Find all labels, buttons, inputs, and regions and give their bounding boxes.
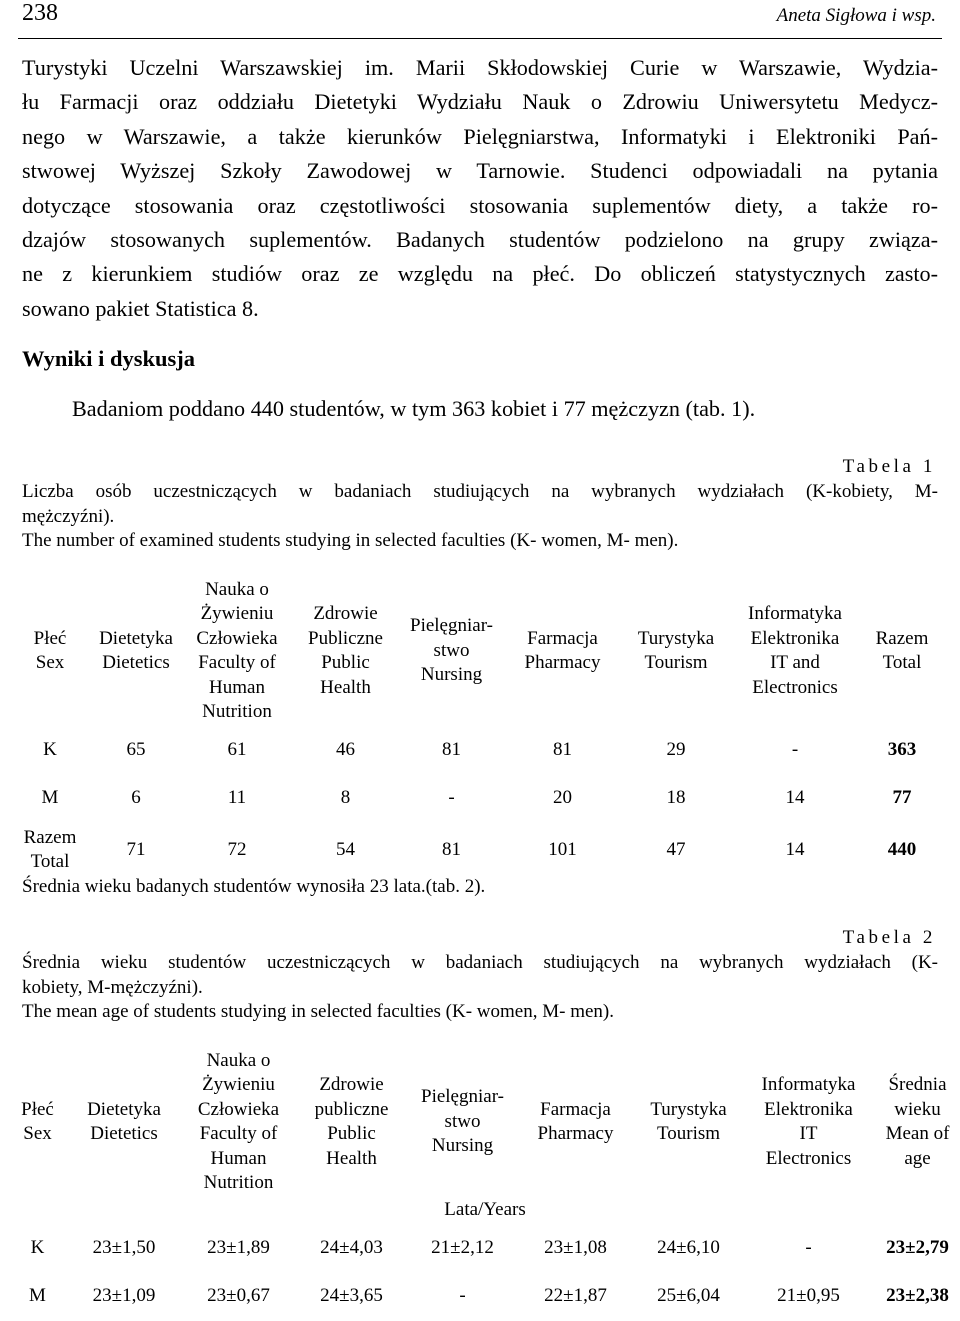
header-cell: Pielęgniar- stwo Nursing	[410, 615, 493, 686]
row-label: K	[30, 1236, 45, 1258]
table-cell: 14	[785, 786, 805, 808]
paragraph-line: dzajów stosowanych suplementów. Badanych studentów podzielono na grupy związa-	[22, 227, 938, 253]
total-cell: 23±2,38	[886, 1284, 949, 1306]
header-cell: Średnia wieku Mean of age	[885, 1074, 950, 1169]
intro-paragraph	[22, 51, 938, 326]
table-cell: 54	[336, 838, 355, 860]
paragraph-line: sowano pakiet Statistica 8.	[22, 295, 259, 321]
table-cell: 81	[553, 738, 572, 760]
table-row	[10, 726, 945, 774]
total-cell: 440	[887, 838, 917, 860]
header-cell: Zdrowie Publiczne Public Health	[308, 603, 383, 698]
table2	[8, 1047, 960, 1320]
caption-pl-line: mężczyźni).	[22, 505, 115, 527]
table-cell: -	[805, 1236, 812, 1258]
table-cell: 6	[131, 786, 141, 808]
header-cell: Turystyka Tourism	[637, 627, 715, 673]
table1-label: Tabela 1	[842, 456, 936, 477]
table-row	[8, 1272, 960, 1320]
table-row	[8, 1224, 960, 1272]
table-cell: 8	[340, 786, 351, 808]
table1-caption	[22, 480, 938, 554]
row-label: K	[43, 738, 57, 760]
table-row	[10, 774, 945, 822]
table-cell: -	[459, 1284, 466, 1306]
table-cell: -	[448, 786, 455, 808]
table-cell: 22±1,87	[544, 1284, 607, 1306]
caption-pl-line: kobiety, M-mężczyźni).	[22, 976, 203, 998]
table-cell: 11	[227, 786, 247, 808]
table-cell: 81	[442, 838, 461, 860]
header-cell: Pielęgniar- stwo Nursing	[421, 1086, 504, 1157]
paragraph-line: dotyczące stosowania oraz częstotliwości stosowania suplementów diety, a także ro-	[22, 192, 938, 218]
table-cell: 25±6,04	[657, 1284, 720, 1306]
section-heading: Wyniki i dyskusja	[22, 346, 195, 371]
table-cell: 21±2,12	[431, 1236, 494, 1258]
table-cell: 61	[227, 738, 247, 760]
header-cell: Zdrowie publiczne Public Health	[314, 1074, 389, 1169]
page-header	[0, 0, 960, 40]
row-label: Razem Total	[23, 826, 77, 872]
row-label: M	[29, 1284, 46, 1306]
table-cell: 14	[785, 838, 805, 860]
table1-header-row	[10, 576, 945, 726]
total-cell: 77	[892, 786, 912, 808]
results-sentence: Badaniom poddano 440 studentów, w tym 363 kobiet i 77 mężczyzn (tab. 1).	[72, 396, 756, 421]
table2-caption	[22, 951, 938, 1025]
caption-pl-line: Średnia wieku studentów uczestniczących w badaniach studiujących na wybranych wydziałach (K-	[22, 952, 938, 973]
table-cell: 29	[666, 738, 686, 760]
table-cell: 24±6,10	[657, 1236, 720, 1258]
table-cell: 72	[227, 838, 247, 860]
header-cell: Dietetyka Dietetics	[99, 627, 173, 673]
table-cell: 23±1,89	[207, 1236, 270, 1258]
header-cell: Dietetyka Dietetics	[87, 1098, 161, 1144]
table2-header-row	[8, 1047, 960, 1197]
caption-en: The number of examined students studying in selected faculties (K- women, M- men).	[22, 530, 679, 551]
table-cell: 65	[126, 738, 146, 760]
units-row	[8, 1197, 960, 1224]
table-row	[10, 822, 945, 878]
table-cell: 24±4,03	[320, 1236, 383, 1258]
header-cell: Informatyka Elektronika IT and Electronics	[748, 603, 842, 698]
table2-label: Tabela 2	[842, 927, 936, 948]
paragraph-line: nego w Warszawie, a także kierunków Pielęgniarstwa, Informatyki i Elektroniki Pań-	[22, 123, 938, 149]
paragraph-line: łu Farmacji oraz oddziału Dietetyki Wydziału Nauk o Zdrowiu Uniwersytetu Medycz-	[22, 89, 938, 115]
mean-age-note: Średnia wieku badanych studentów wynosiła 23 lata.(tab. 2).	[22, 876, 486, 897]
header-rule	[18, 38, 942, 39]
units-cell: Lata/Years	[444, 1199, 526, 1221]
table-cell: 71	[126, 838, 146, 860]
table-cell: 23±0,67	[207, 1284, 270, 1306]
running-authors: Aneta Sigłowa i wsp.	[776, 5, 936, 26]
table-cell: 46	[336, 738, 355, 760]
total-cell: 23±2,79	[886, 1236, 949, 1258]
paragraph-line: Turystyki Uczelni Warszawskiej im. Marii Skłodowskiej Curie w Warszawie, Wydzia-	[22, 55, 938, 80]
header-cell: Nauka o Żywieniu Człowieka Faculty of Human Nutrition	[196, 578, 278, 722]
table-cell: -	[791, 738, 799, 760]
paragraph-line: stwowej Wyższej Szkoły Zawodowej w Tarnowie. Studenci odpowiadali na pytania	[22, 158, 938, 184]
page-number: 238	[22, 0, 58, 26]
header-cell: Razem Total	[875, 627, 929, 673]
table-cell: 18	[666, 786, 686, 808]
header-cell: Płeć Sex	[21, 1098, 54, 1144]
caption-pl-line: Liczba osób uczestniczących w badaniach studiujących na wybranych wydziałach (K-kobiety, M-	[22, 481, 938, 502]
paragraph-line: ne z kierunkiem studiów oraz ze względu na płeć. Do obliczeń statystycznych zasto-	[22, 261, 938, 287]
header-cell: Informatyka Elektronika IT Electronics	[761, 1074, 856, 1169]
header-cell: Turystyka Tourism	[650, 1098, 727, 1144]
table-cell: 47	[666, 838, 686, 860]
table-cell: 101	[548, 838, 577, 860]
table-cell: 24±3,65	[320, 1284, 383, 1306]
header-cell: Płeć Sex	[33, 627, 67, 673]
header-cell: Farmacja Pharmacy	[537, 1098, 614, 1144]
caption-en: The mean age of students studying in selected faculties (K- women, M- men).	[22, 1001, 614, 1022]
table-cell: 23±1,50	[92, 1236, 156, 1258]
table1	[10, 576, 945, 878]
table-cell: 20	[553, 786, 572, 808]
table-cell: 23±1,08	[544, 1236, 607, 1258]
table-cell: 81	[442, 738, 461, 760]
table-cell: 21±0,95	[777, 1284, 840, 1306]
table-cell: 23±1,09	[92, 1284, 156, 1306]
total-cell: 363	[887, 738, 917, 760]
header-cell: Nauka o Żywieniu Człowieka Faculty of Human Nutrition	[197, 1049, 280, 1193]
header-cell: Farmacja Pharmacy	[524, 627, 601, 673]
row-label: M	[41, 786, 59, 808]
